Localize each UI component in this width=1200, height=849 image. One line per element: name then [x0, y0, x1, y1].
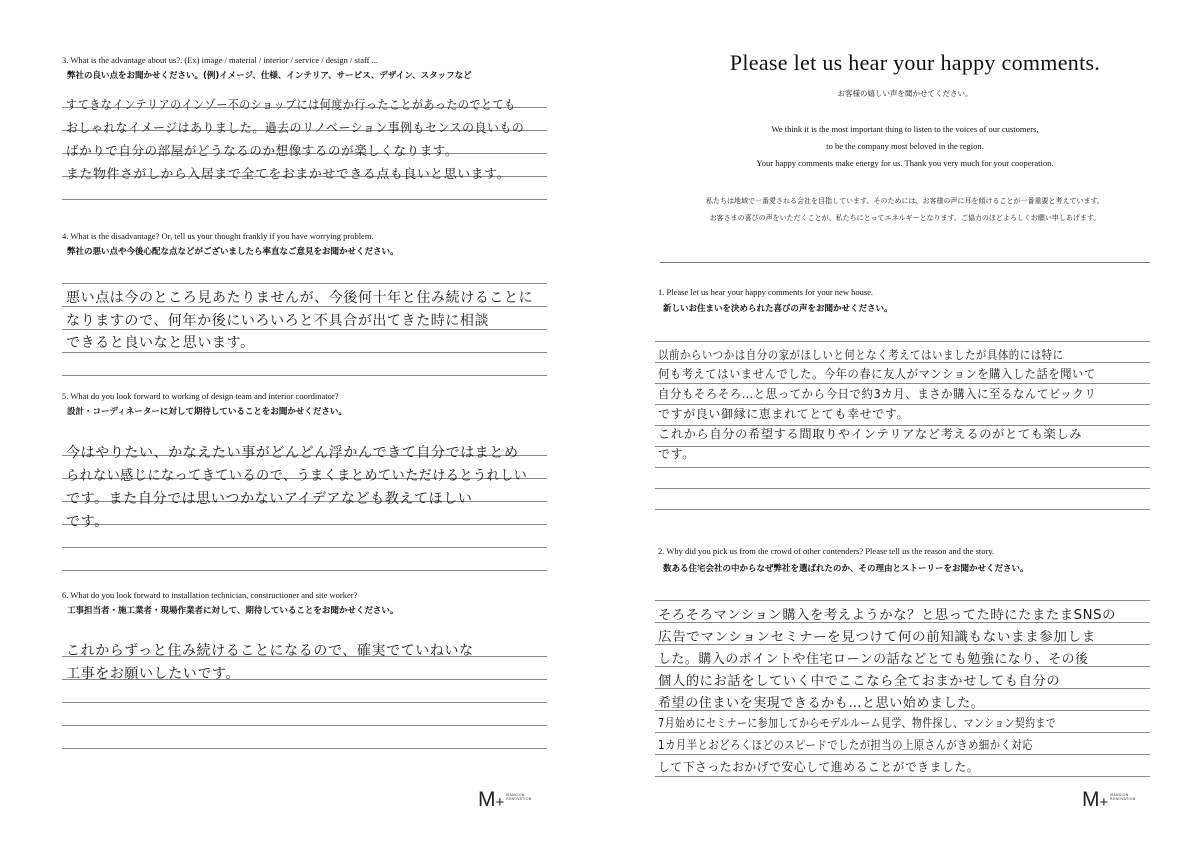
- answer-line: [655, 467, 1150, 468]
- page-title: Please let us hear your happy comments.: [729, 50, 1101, 75]
- logo-subtext: [506, 793, 531, 801]
- intro-en-line-1: We think it is the most important thing to listen to the voices of our customers,: [771, 124, 1039, 134]
- q6-answer-line-1: これからずっと住み続けることになるので、確実でていねいな: [66, 643, 474, 659]
- q5-answer-line-1: 今はやりたい、かなえたい事がどんどん浮かんできて自分ではまとめ: [66, 445, 519, 461]
- q4-answer-line-3: できると良いなと思います。: [66, 335, 255, 351]
- page-subtitle: お客様の嬉しい声を聞かせてください。: [837, 89, 973, 98]
- q2-answer-line-1: そろそろマンション購入を考えようかな？と思ってた時にたまたまSNSの: [658, 608, 1117, 623]
- answer-line: [655, 509, 1150, 510]
- q6-question-en: 6. What do you look forward to installation technician, constructioner and site worker?: [62, 590, 358, 600]
- answer-line: [655, 776, 1150, 777]
- q3-answer-line-4: また物件さがしから入居まで全てをおまかせできる点も良いと思います。: [66, 166, 511, 181]
- answer-line: [655, 383, 1150, 384]
- answer-line: [62, 748, 547, 749]
- q4-answer-line-1: 悪い点は今のところ見あたりませんが、今後何十年と住み続けることに: [66, 290, 534, 306]
- answer-line: [655, 488, 1150, 489]
- q3-answer-line-2: おしゃれなイメージはありました。過去のリノベーション事例もセンスの良いもの: [66, 120, 525, 135]
- answer-line: [62, 199, 547, 200]
- logo-mark: M: [478, 788, 495, 811]
- answer-line: [62, 570, 547, 571]
- q3-answer-line-3: ばかりで自分の部屋がどうなるのか想像するのが楽しくなります。: [66, 143, 459, 158]
- logo-plus: +: [1099, 794, 1109, 811]
- answer-line: [62, 702, 547, 703]
- q1-answer-line-5: これから自分の希望する間取りやインテリアなど考えるのがとても楽しみ: [658, 427, 1083, 441]
- answer-line: [62, 283, 547, 284]
- intro-en-line-3: Your happy comments make energy for us. Thank you very much for your cooperation.: [756, 158, 1054, 168]
- answer-line: [655, 754, 1150, 755]
- q1-answer-line-3: 自分もそろそろ…と思ってから今日で約3カ月、まさか購入に至るなんてビックリ: [658, 387, 1097, 401]
- answer-line: [62, 375, 547, 376]
- q3-answer-line-1: すてきなインテリアのインゾー不のショップには何度か行ったことがあったのでとても: [66, 97, 516, 112]
- q4-answer-line-2: なりますので、何年か後にいろいろと不具合が出てきた時に相談: [66, 313, 490, 329]
- q5-answer-line-4: です。: [66, 514, 109, 530]
- q1-answer-line-2: 何も考えてはいませんでした。今年の春に友人がマンションを購入した話を聞いて: [658, 367, 1096, 381]
- answer-line: [655, 600, 1150, 601]
- q2-answer-line-2: 広告でマンションセミナーを見つけて何の前知識もないまま参加しま: [658, 630, 1096, 645]
- q6-question-jp: 工事担当者・施工業者・現場作業者に対して、期待していることをお聞かせください。: [67, 606, 399, 616]
- q1-answer-line-4: ですが良い御縁に恵まれてとても幸せです。: [658, 407, 910, 421]
- brand-logo: [478, 788, 532, 812]
- answer-line: [62, 524, 547, 525]
- intro-en-line-2: to be the company most beloved in the region.: [826, 141, 984, 151]
- logo-subtext-line-2: RENOVATION: [1110, 797, 1136, 801]
- answer-line: [655, 446, 1150, 447]
- intro-divider: [660, 262, 1150, 263]
- logo-plus: +: [495, 794, 505, 811]
- q1-answer-line-1: 以前からいつかは自分の家がほしいと何となく考えてはいましたが具体的には特に: [658, 348, 1064, 362]
- intro-jp-line-2: お客さまの喜びの声をいただくことが、私たちにとってエネルギーとなります。ご協力のほどよろしくお願い申しあげます。: [709, 214, 1101, 222]
- q1-answer-line-6: です。: [658, 447, 695, 461]
- q2-answer-line-3: した。購入のポイントや住宅ローンの話などとても勉強になり、その後: [658, 652, 1089, 667]
- q5-answer-line-3: です。また自分では思いつかないアイデアなども教えてほしい: [66, 491, 473, 507]
- q2-question-jp: 数ある住宅会社の中からなぜ弊社を選ばれたのか、その理由とストーリーをお聞かせください。: [663, 564, 1029, 574]
- q2-answer-line-5: 希望の住まいを実現できるかも…と思い始めました。: [658, 696, 985, 711]
- q3-question-en: 3. What is the advantage about us?. (Ex) image / material / interior / service / design / staff ...: [62, 55, 378, 65]
- brand-logo: [1082, 788, 1136, 812]
- logo-subtext-line-1: MANSION: [1110, 793, 1129, 797]
- q4-question-jp: 弊社の悪い点や今後心配な点などがございましたら率直なご意見をお聞かせください。: [67, 247, 399, 257]
- logo-subtext-line-1: MANSION: [506, 793, 525, 797]
- q2-answer-line-6: 7月始めにセミナーに参加してからモデルルーム見学、物件探し、マンション契約まで: [658, 716, 1057, 730]
- q2-answer-line-4: 個人的にお話をしていく中でここなら全ておまかせしても自分の: [658, 674, 1061, 689]
- answer-line: [655, 341, 1150, 342]
- q4-question-en: 4. What is the disadvantage? Or, tell us your thought frankly if you have worrying problem.: [62, 231, 374, 241]
- q6-answer-line-2: 工事をお願いしたいです。: [66, 666, 241, 682]
- right-page: [600, 0, 1200, 849]
- logo-subtext-line-2: RENOVATION: [506, 797, 532, 801]
- answer-line: [62, 725, 547, 726]
- answer-line: [655, 732, 1150, 733]
- q2-question-en: 2. Why did you pick us from the crowd of other contenders? Please tell us the reason and the story.: [658, 546, 995, 556]
- q5-question-jp: 設計・コーディネーターに対して期待していることをお聞かせください。: [67, 407, 347, 417]
- answer-line: [62, 547, 547, 548]
- logo-mark: M: [1082, 788, 1099, 811]
- q5-answer-line-2: られない感じになってきているので、うまくまとめていただけるとうれしい: [66, 468, 528, 484]
- q2-answer-line-8: して下さったおかげで安心して進めることができました。: [658, 760, 980, 774]
- q2-answer-line-7: 1カ月半とおどろくほどのスピードでしたが担当の上原さんがきめ細かく対応: [658, 738, 1034, 752]
- answer-line: [62, 352, 547, 353]
- q1-question-jp: 新しいお住まいを決められた喜びの声をお聞かせください。: [663, 304, 893, 314]
- q1-question-en: 1. Please let us hear your happy comments for your new house.: [658, 287, 874, 297]
- intro-jp-line-1: 私たちは地域で一番愛される会社を目指しています。そのためには、お客様の声に耳を傾けることが一番重要と考えています。: [706, 197, 1104, 205]
- logo-subtext: [1110, 793, 1135, 801]
- q3-question-jp: 弊社の良い点をお聞かせください。(例)イメージ、仕様、インテリア、サービス、デザイン、スタッフなど: [67, 71, 472, 81]
- q5-question-en: 5. What do you look forward to working of design team and interior coordinator?: [62, 391, 339, 401]
